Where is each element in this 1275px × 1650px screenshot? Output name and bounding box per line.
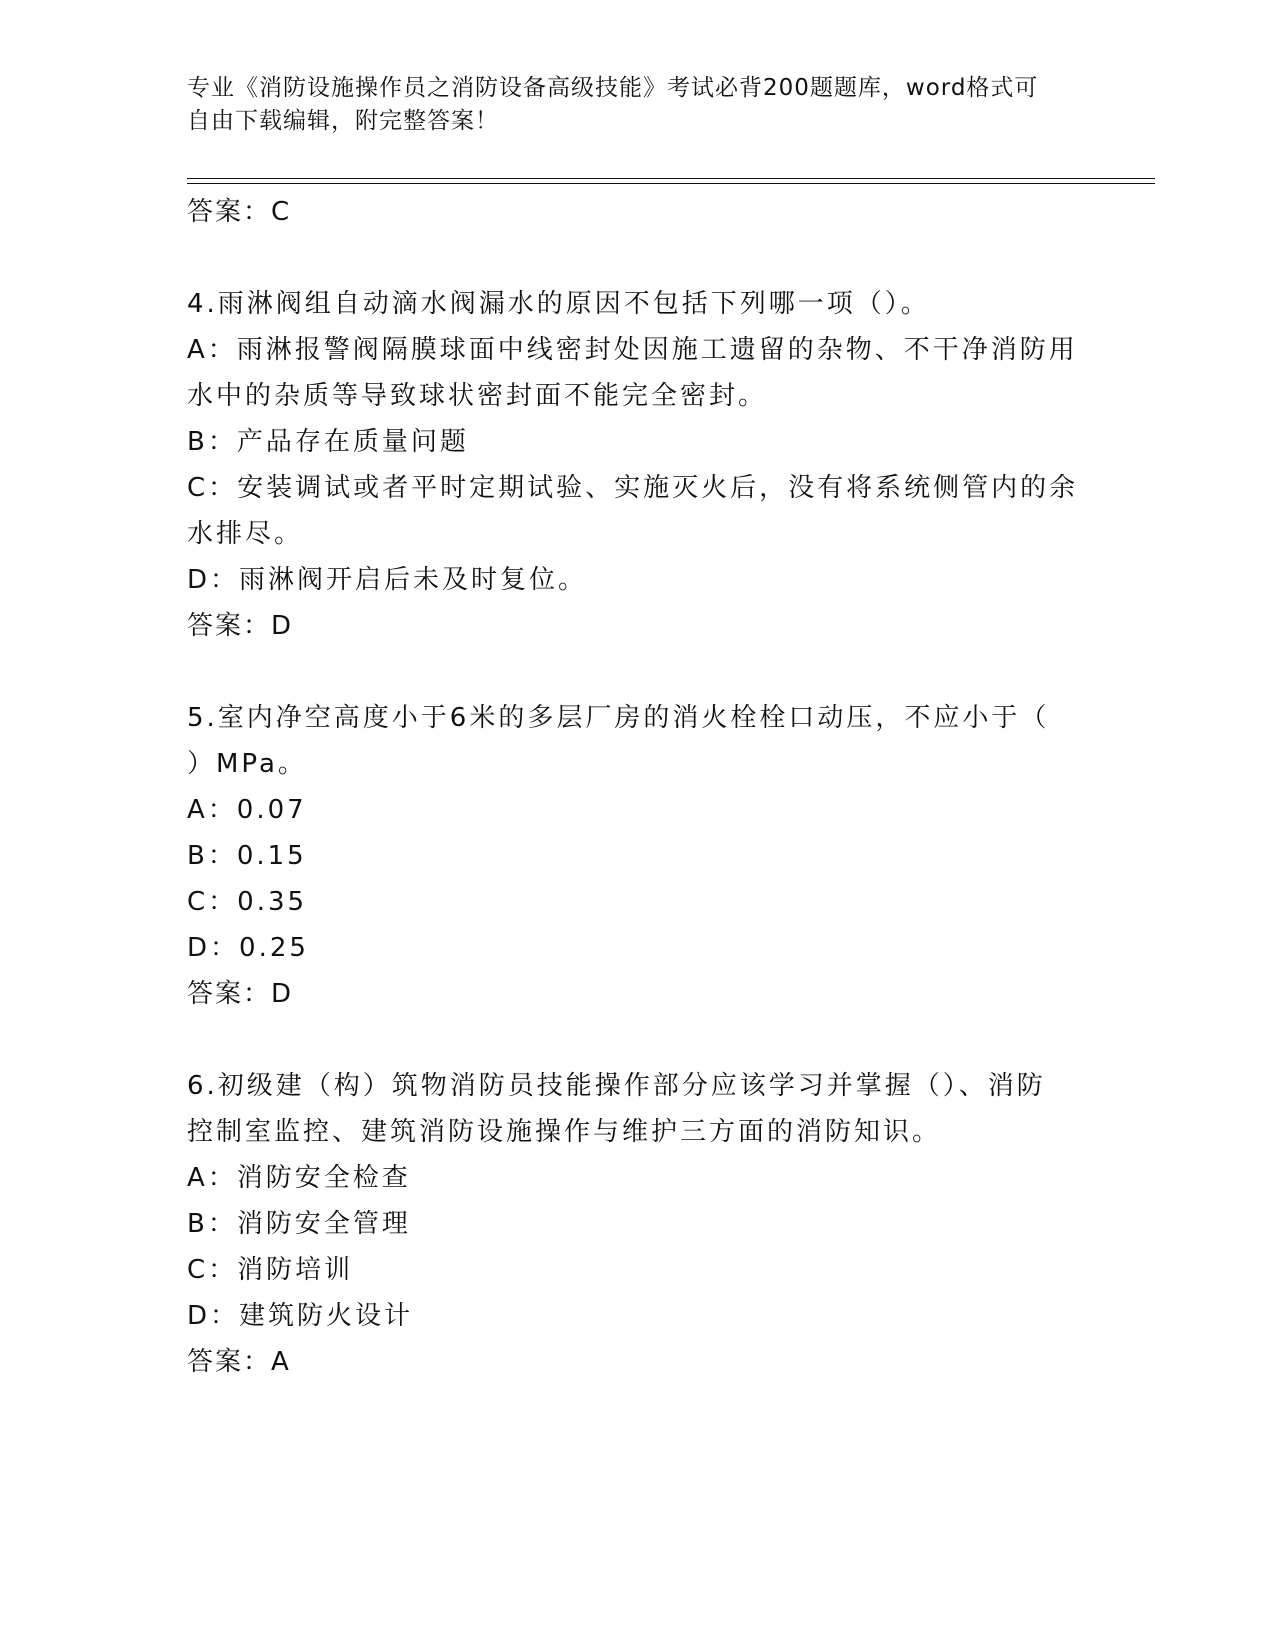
spacer <box>187 235 1087 281</box>
question-4-stem: 4.雨淋阀组自动滴水阀漏水的原因不包括下列哪一项（）。 <box>187 289 930 319</box>
question-4-answer: 答案：D <box>187 611 294 641</box>
spacer <box>187 649 1087 695</box>
question-6 <box>187 1063 1087 1385</box>
question-5-option-c: C：0.35 <box>187 887 308 917</box>
question-4-option-a: A：雨淋报警阀隔膜球面中线密封处因施工遗留的杂物、不干净消防用 <box>187 335 1078 365</box>
question-list <box>187 189 1087 1385</box>
header-divider-bottom <box>187 183 1155 184</box>
question-5-option-d: D：0.25 <box>187 933 309 963</box>
question-5-answer: 答案：D <box>187 979 294 1009</box>
header-line-1: 专业《消防设施操作员之消防设备高级技能》考试必背200题题库，word格式可 <box>187 75 1039 101</box>
question-6-option-b: B：消防安全管理 <box>187 1209 411 1239</box>
question-4-option-c-cont: 水排尽。 <box>187 519 304 549</box>
document-header <box>187 72 1087 138</box>
question-6-answer: 答案：A <box>187 1347 291 1377</box>
spacer <box>187 1017 1087 1063</box>
question-6-stem-cont: 控制室监控、建筑消防设施操作与维护三方面的消防知识。 <box>187 1117 942 1147</box>
question-6-stem: 6.初级建（构）筑物消防员技能操作部分应该学习并掌握（）、消防 <box>187 1071 1046 1101</box>
question-4-option-a-cont: 水中的杂质等导致球状密封面不能完全密封。 <box>187 381 768 411</box>
question-6-option-a: A：消防安全检查 <box>187 1163 411 1193</box>
question-4-option-c: C：安装调试或者平时定期试验、实施灭火后，没有将系统侧管内的余 <box>187 473 1079 503</box>
question-5-option-a: A：0.07 <box>187 795 307 825</box>
answer-previous: 答案：C <box>187 197 292 227</box>
question-5-stem: 5.室内净空高度小于6米的多层厂房的消火栓栓口动压，不应小于（ <box>187 703 1050 733</box>
question-4-option-d: D：雨淋阀开启后未及时复位。 <box>187 565 588 595</box>
question-6-option-c: C：消防培训 <box>187 1255 354 1285</box>
question-4-option-b: B：产品存在质量问题 <box>187 427 469 457</box>
question-5-stem-cont: ）MPa。 <box>187 749 307 779</box>
question-5-option-b: B：0.15 <box>187 841 307 871</box>
question-5 <box>187 695 1087 1017</box>
question-4 <box>187 281 1087 649</box>
header-divider-top <box>187 178 1155 179</box>
header-line-2: 自由下载编辑，附完整答案！ <box>187 108 499 134</box>
question-6-option-d: D：建筑防火设计 <box>187 1301 414 1331</box>
